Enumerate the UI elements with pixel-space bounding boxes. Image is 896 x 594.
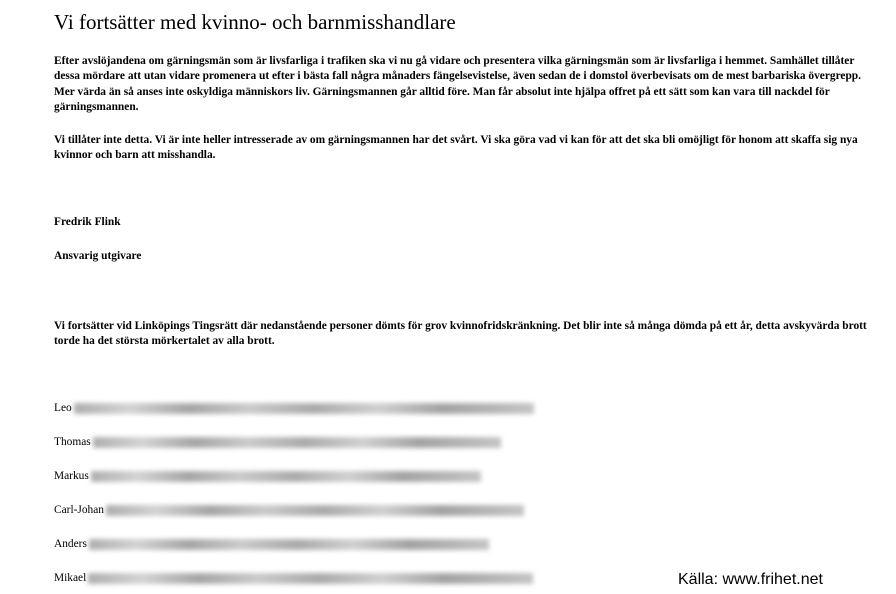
intro-paragraph: Efter avslöjandena om gärningsmän som är livsfarliga i trafiken ska vi nu gå vidare och presentera vilka gärningsmän som är livsfarliga i hemmet. Samhället tillåter dessa mördare att utan vidare promenera ut efter i bästa fall några månaders fängelsevistelse, även sedan de i domstol överbevisats om de mest barbariska övergrepp. Mer värda än så anses inte oskyldiga människors liv. Gärningsmannen går alltid före. Man får absolut inte hjälpa offret på ett sätt som kan vara till nackdel för gärningsmannen.: [54, 55, 861, 114]
redacted-details: [74, 403, 534, 414]
person-entry-mikael: [54, 571, 533, 585]
person-entry-thomas: [54, 435, 501, 449]
source-credit: Källa: www.frihet.net: [678, 571, 823, 588]
person-first-name: Carl-Johan: [54, 504, 104, 516]
page-title: Vi fortsätter med kvinno- och barnmisshandlare: [54, 10, 456, 34]
redacted-details: [91, 471, 481, 482]
person-first-name: Markus: [54, 470, 89, 482]
court-paragraph: Vi fortsätter vid Linköpings Tingsrätt där nedanstående personer dömts för grov kvinnofridskränkning. Det blir inte så många dömda på ett år, detta avskyvärda brott torde ha det största mörkertalet av alla brott.: [54, 320, 867, 348]
person-first-name: Mikael: [54, 572, 87, 584]
person-first-name: Leo: [54, 402, 72, 414]
redacted-details: [88, 573, 533, 584]
person-entry-carl-johan: [54, 503, 524, 517]
signature-name: Fredrik Flink: [54, 216, 121, 228]
person-entry-anders: [54, 537, 489, 551]
person-first-name: Anders: [54, 538, 87, 550]
redacted-details: [106, 505, 524, 516]
stance-paragraph: Vi tillåter inte detta. Vi är inte heller intresserade av om gärningsmannen har det svårt. Vi ska göra vad vi kan för att det ska bli omöjligt för honom att skaffa sig nya kvinnor och barn att misshandla.: [54, 134, 858, 162]
redacted-details: [89, 539, 489, 550]
signature-role: Ansvarig utgivare: [54, 250, 142, 262]
person-first-name: Thomas: [54, 436, 91, 448]
redacted-details: [93, 437, 501, 448]
person-entry-leo: [54, 401, 534, 415]
person-entry-markus: [54, 469, 481, 483]
